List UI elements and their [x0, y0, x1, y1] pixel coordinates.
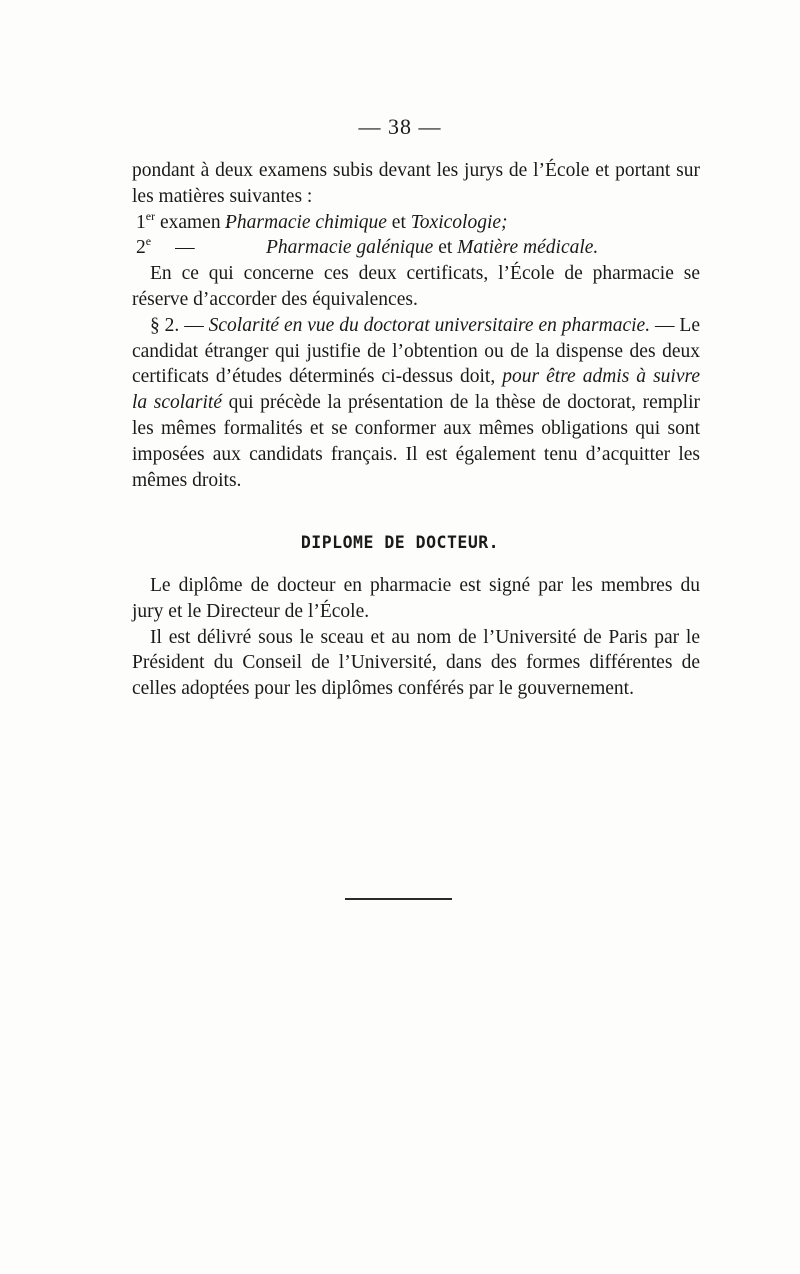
- scolarite-italic-phrase: pour être admis à suivre la scolarité: [132, 366, 701, 414]
- paragraph-scolarite: [132, 313, 700, 494]
- exam-1-word: examen :: [155, 211, 231, 233]
- exam-2-subject-2: Matière médicale.: [457, 237, 599, 259]
- exam-2-ordinal: e: [145, 234, 152, 249]
- section-heading: DIPLOME DE DOCTEUR.: [300, 533, 500, 552]
- paragraph-equivalences: En ce qui concerne ces deux certificats, l’École de pharmacie se réserve d’accorder des équivalences.: [132, 263, 700, 310]
- scolarite-text-2: qui précède la présentation de la thèse de doctorat, remplir les mêmes formalités et se conformer aux mêmes obligations qui sont imposées aux candidats français. Il est également tenu d’acquitter les mêmes droits.: [132, 392, 700, 491]
- page-number: — 38 —: [358, 114, 442, 139]
- scolarite-title: Scolarité en vue du doctorat universitaire en pharmacie.: [208, 314, 651, 336]
- end-rule: [345, 898, 452, 900]
- exam-1-subject-2: Toxicologie;: [410, 211, 508, 233]
- exam-2-label: [132, 235, 266, 261]
- exam-1-label: [132, 208, 231, 236]
- paragraph-signature: Le diplôme de docteur en pharmacie est signé par les membres du jury et le Directeur de l’École.: [132, 575, 700, 622]
- exam-line-2: [132, 235, 700, 261]
- exam-1-subject-1: Pharmacie chimique: [225, 211, 387, 233]
- section-examens: [132, 158, 700, 493]
- exam-1-number: 1: [136, 211, 146, 233]
- exam-2-dash: —: [175, 237, 195, 259]
- exam-1-joiner: et: [386, 211, 411, 233]
- section-diplome: [132, 573, 700, 702]
- exam-line-1: [132, 210, 700, 236]
- paragraph-delivrance: Il est délivré sous le sceau et au nom de l’Université de Paris par le Président du Conseil de l’Université, dans des formes différentes de celles adoptées pour les diplômes conférés par le gouvernement.: [132, 626, 700, 700]
- paragraph-opening: pondant à deux examens subis devant les jurys de l’École et portant sur les matières suivantes :: [132, 160, 700, 207]
- exam-1-ordinal: er: [145, 208, 156, 223]
- section-mark: § 2. —: [150, 314, 209, 336]
- scolarite-text-1: — Le candidat étranger qui justifie de l’obtention ou de la dispense des deux certificats d’études déterminés ci-dessus doit,: [132, 314, 700, 388]
- exam-2-joiner: et: [433, 237, 458, 259]
- exam-2-subject-1: Pharmacie galénique: [266, 237, 434, 259]
- exam-2-number: 2: [136, 237, 146, 259]
